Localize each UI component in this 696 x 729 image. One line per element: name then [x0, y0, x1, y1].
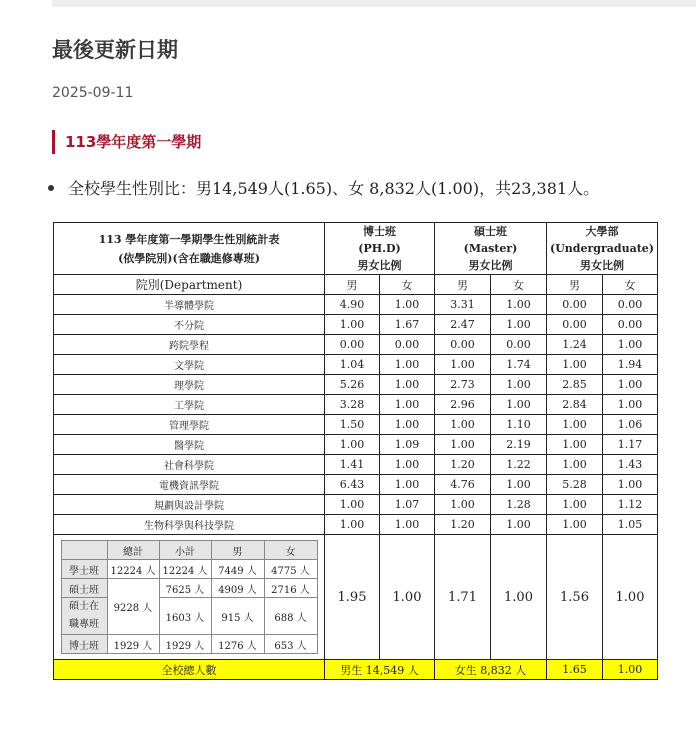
ratio-cell: 0.00: [603, 315, 658, 335]
col-male: 男: [325, 275, 380, 295]
section-title: 113學年度第一學期: [52, 130, 201, 154]
ratio-cell: 1.00: [491, 375, 547, 395]
inservice-l1: 碩士在: [69, 601, 99, 612]
ratio-cell: 1.07: [380, 495, 435, 515]
page-heading: 最後更新日期: [52, 38, 178, 62]
ug-female: 4775 人: [264, 560, 317, 579]
ratio-cell: 1.00: [547, 355, 603, 375]
phd-male: 1276 人: [211, 635, 264, 654]
table-row: [54, 475, 658, 495]
ratio-cell: 1.00: [491, 295, 547, 315]
ratio-cell: 5.28: [547, 475, 603, 495]
ratio-cell: 1.00: [380, 455, 435, 475]
ratio-cell: 1.09: [380, 435, 435, 455]
ratio-cell: 1.20: [435, 455, 491, 475]
ratio-cell: 1.94: [603, 355, 658, 375]
overall-phd-male: 1.95: [325, 535, 380, 660]
table-row: [54, 395, 658, 415]
ratio-cell: 1.00: [547, 515, 603, 535]
table-row: [54, 295, 658, 315]
ratio-cell: 1.00: [603, 395, 658, 415]
table-title-line1: 113 學年度第一學期學生性別統計表: [98, 232, 280, 246]
ratio-cell: 1.00: [603, 335, 658, 355]
overall-ug-male: 1.56: [547, 535, 603, 660]
ratio-cell: 3.31: [435, 295, 491, 315]
ratio-cell: 1.24: [547, 335, 603, 355]
dept-name: 不分院: [54, 315, 325, 335]
table-row: [54, 335, 658, 355]
col-male: 男: [547, 275, 603, 295]
ratio-cell: 5.26: [325, 375, 380, 395]
ratio-cell: 2.47: [435, 315, 491, 335]
ratio-cell: 1.10: [491, 415, 547, 435]
ratio-cell: 1.00: [491, 315, 547, 335]
label-undergrad: 學士班: [61, 560, 107, 579]
label-phd: 博士班: [61, 635, 107, 654]
ratio-cell: 1.74: [491, 355, 547, 375]
ratio-cell: 1.00: [435, 415, 491, 435]
table-row: [54, 375, 658, 395]
ratio-cell: 1.00: [603, 375, 658, 395]
summary-bullet: [48, 176, 599, 199]
ratio-cell: 0.00: [547, 295, 603, 315]
inservice-male: 915 人: [211, 598, 264, 635]
ratio-cell: 1.00: [603, 475, 658, 495]
undergrad-header: [547, 223, 658, 275]
ratio-cell: 0.00: [547, 315, 603, 335]
ratio-cell: 1.00: [325, 515, 380, 535]
footer-ratio-female: 1.00: [603, 660, 658, 680]
overall-master-male: 1.71: [435, 535, 491, 660]
overall-master-female: 1.00: [491, 535, 547, 660]
col-female: 女: [380, 275, 435, 295]
ratio-cell: 1.00: [547, 495, 603, 515]
ratio-cell: 1.00: [491, 475, 547, 495]
table-title: [54, 223, 325, 275]
inservice-sub: 1603 人: [159, 598, 211, 635]
footer-male-total: 男生 14,549 人: [325, 660, 435, 680]
ratio-cell: 1.67: [380, 315, 435, 335]
ratio-cell: 1.17: [603, 435, 658, 455]
col-male: 男: [435, 275, 491, 295]
ratio-cell: 3.28: [325, 395, 380, 415]
ratio-cell: 2.73: [435, 375, 491, 395]
update-date: 2025-09-11: [52, 85, 134, 101]
gender-stats-table: [53, 222, 658, 680]
dept-name: 半導體學院: [54, 295, 325, 315]
ratio-cell: 6.43: [325, 475, 380, 495]
master-male: 4909 人: [211, 579, 264, 598]
ratio-cell: 1.00: [380, 515, 435, 535]
ratio-cell: 1.00: [435, 495, 491, 515]
ratio-cell: 1.00: [547, 435, 603, 455]
ratio-cell: 1.05: [603, 515, 658, 535]
table-row: [54, 515, 658, 535]
ratio-cell: 0.00: [603, 295, 658, 315]
ratio-cell: 0.00: [435, 335, 491, 355]
ratio-cell: 1.00: [380, 375, 435, 395]
footer-ratio-male: 1.65: [547, 660, 603, 680]
ratio-cell: 1.00: [380, 395, 435, 415]
ratio-cell: 2.84: [547, 395, 603, 415]
phd-female: 653 人: [264, 635, 317, 654]
table-row: [54, 315, 658, 335]
ratio-cell: 1.00: [435, 355, 491, 375]
dept-name: 社會科學院: [54, 455, 325, 475]
master-sub: 7625 人: [159, 579, 211, 598]
inner-count-cell: [54, 535, 325, 660]
ratio-cell: 1.00: [547, 415, 603, 435]
dept-name: 跨院學程: [54, 335, 325, 355]
label-master: 碩士班: [61, 579, 107, 598]
table-row: [54, 435, 658, 455]
phd-l1: 博士班: [363, 225, 396, 238]
ratio-cell: 2.96: [435, 395, 491, 415]
ratio-cell: 4.76: [435, 475, 491, 495]
ratio-cell: 1.00: [547, 455, 603, 475]
overall-phd-female: 1.00: [380, 535, 435, 660]
inner-h-total: 總計: [107, 541, 159, 560]
phd-total: 1929 人: [107, 635, 159, 654]
ratio-cell: 0.00: [380, 335, 435, 355]
inner-corner: [61, 541, 107, 560]
ratio-cell: 1.00: [491, 515, 547, 535]
ratio-cell: 1.28: [491, 495, 547, 515]
master-l3: 男女比例: [468, 259, 513, 272]
table-row: [54, 455, 658, 475]
ratio-cell: 1.00: [435, 435, 491, 455]
table-row: [54, 355, 658, 375]
inner-h-male: 男: [211, 541, 264, 560]
ratio-cell: 1.20: [435, 515, 491, 535]
ratio-cell: 1.00: [325, 495, 380, 515]
dept-name: 規劃與設計學院: [54, 495, 325, 515]
bullet-dot-icon: [48, 185, 54, 191]
summary-text: 全校學生性別比：男14,549人(1.65)、女 8,832人(1.00)，共23,381人。: [68, 179, 600, 198]
table-title-line2: (依學院別)(含在職進修專班): [118, 251, 260, 265]
ratio-cell: 1.06: [603, 415, 658, 435]
dept-name: 生物科學與科技學院: [54, 515, 325, 535]
ratio-cell: 1.00: [380, 295, 435, 315]
dept-name: 管理學院: [54, 415, 325, 435]
ratio-cell: 1.12: [603, 495, 658, 515]
ratio-cell: 1.43: [603, 455, 658, 475]
ratio-cell: 1.00: [325, 315, 380, 335]
ratio-cell: 1.41: [325, 455, 380, 475]
dept-name: 理學院: [54, 375, 325, 395]
ratio-cell: 4.90: [325, 295, 380, 315]
master-header: [435, 223, 547, 275]
phd-header: [325, 223, 435, 275]
inner-h-sub: 小計: [159, 541, 211, 560]
ug-l3: 男女比例: [580, 259, 624, 272]
dept-name: 醫學院: [54, 435, 325, 455]
ug-sub: 12224 人: [159, 560, 211, 579]
master-total: 9228 人: [107, 579, 159, 635]
phd-l2: (PH.D): [358, 242, 401, 255]
ug-l2: (Undergraduate): [550, 242, 654, 255]
ratio-cell: 1.00: [380, 415, 435, 435]
table-row: [54, 495, 658, 515]
col-female: 女: [491, 275, 547, 295]
ratio-cell: 1.50: [325, 415, 380, 435]
master-l1: 碩士班: [474, 225, 507, 238]
top-bar: [52, 0, 696, 7]
ratio-cell: 2.19: [491, 435, 547, 455]
label-inservice: [61, 598, 107, 635]
dept-name: 電機資訊學院: [54, 475, 325, 495]
master-female: 2716 人: [264, 579, 317, 598]
ratio-cell: 1.00: [380, 355, 435, 375]
ratio-cell: 0.00: [491, 335, 547, 355]
phd-l3: 男女比例: [357, 259, 402, 272]
overall-ug-female: 1.00: [603, 535, 658, 660]
col-female: 女: [603, 275, 658, 295]
ratio-cell: 1.00: [491, 395, 547, 415]
table-row: [54, 415, 658, 435]
ratio-cell: 2.85: [547, 375, 603, 395]
dept-name: 工學院: [54, 395, 325, 415]
master-l2: (Master): [463, 242, 518, 255]
ratio-cell: 1.00: [325, 435, 380, 455]
dept-header: 院別(Department): [54, 275, 325, 295]
ug-male: 7449 人: [211, 560, 264, 579]
inservice-female: 688 人: [264, 598, 317, 635]
footer-label: 全校總人數: [54, 660, 325, 680]
ug-total: 12224 人: [107, 560, 159, 579]
ratio-cell: 1.00: [380, 475, 435, 495]
ratio-cell: 0.00: [325, 335, 380, 355]
count-table: [61, 540, 318, 654]
ratio-cell: 1.22: [491, 455, 547, 475]
inner-h-female: 女: [264, 541, 317, 560]
phd-sub: 1929 人: [159, 635, 211, 654]
dept-name: 文學院: [54, 355, 325, 375]
inservice-l2: 職專班: [69, 619, 99, 630]
ug-l1: 大學部: [585, 225, 619, 238]
footer-female-total: 女生 8,832 人: [435, 660, 547, 680]
ratio-cell: 1.04: [325, 355, 380, 375]
